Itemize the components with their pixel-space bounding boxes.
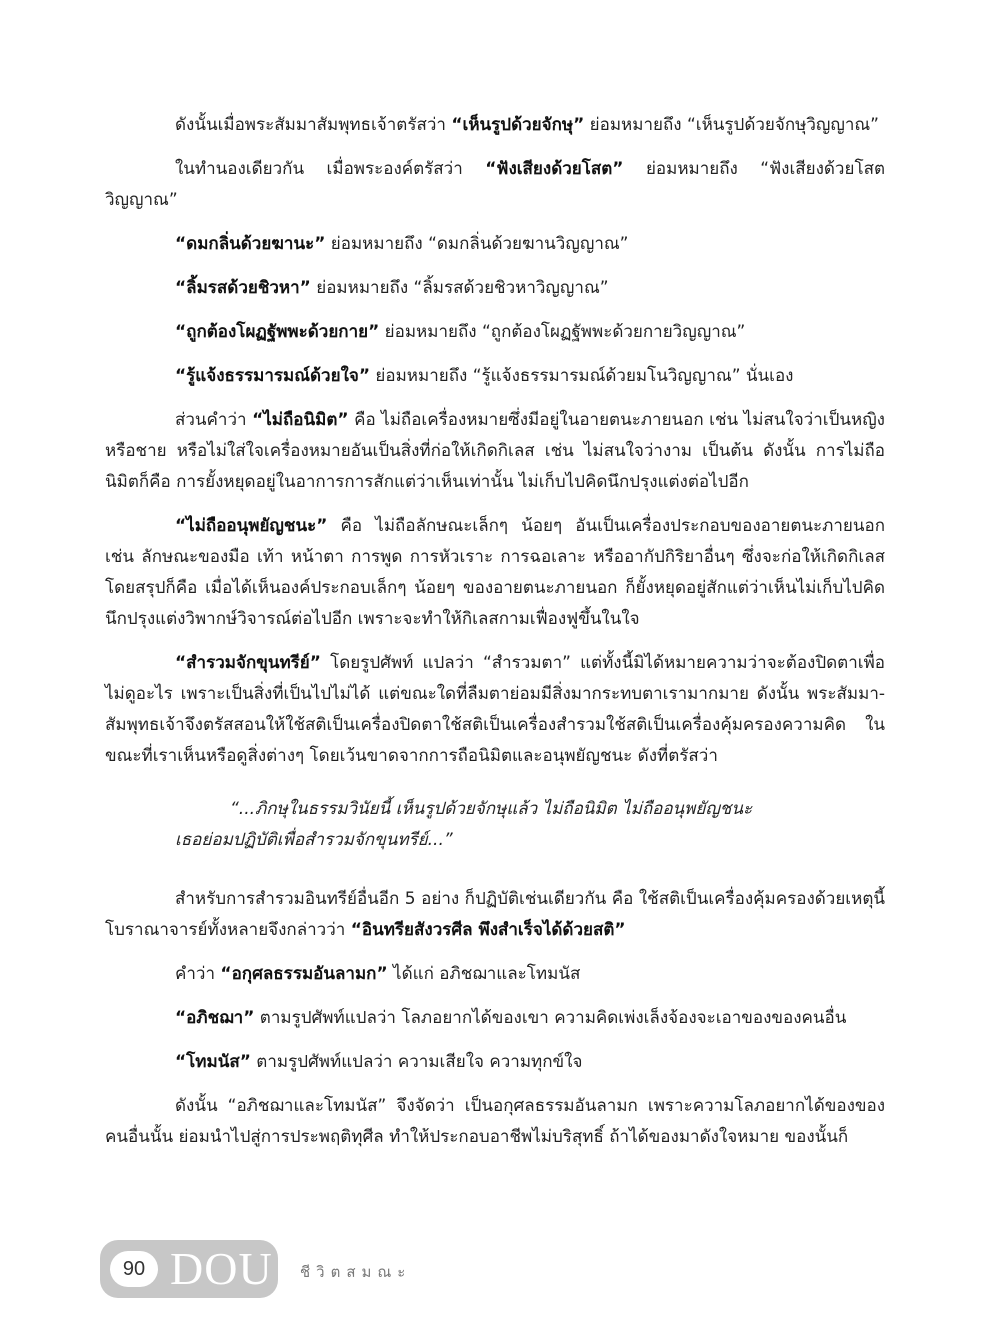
text-run: คำว่า <box>175 964 221 984</box>
quote-line-1: “...ภิกษุในธรรมวินัยนี้ เห็นรูปด้วยจักษุแล้ว ไม่ถือนิมิต ไม่ถืออนุพยัญชนะ <box>230 799 753 819</box>
text-run: ย่อมหมายถึง “ลิ้มรสด้วยชิวหาวิญญาณ” <box>310 278 609 298</box>
bold-term: “สำรวมจักขุนทรีย์” <box>175 653 321 673</box>
paragraph <box>105 959 885 990</box>
text-run: ดังนั้นเมื่อพระสัมมาสัมพุทธเจ้าตรัสว่า <box>175 115 452 135</box>
paragraphs-after-quote <box>105 884 885 1153</box>
paragraph <box>105 229 885 260</box>
bold-term: “ถูกต้องโผฏฐัพพะด้วยกาย” <box>175 322 380 342</box>
text-run: ตามรูปศัพท์แปลว่า โลภอยากได้ของเขา ความคิดเพ่งเล็งจ้องจะเอาของของคนอื่น <box>254 1008 847 1028</box>
paragraph <box>105 154 885 216</box>
bold-term: “ไม่ถือนิมิต” <box>252 410 349 430</box>
paragraph <box>105 884 885 946</box>
bold-term: “ฟังเสียงด้วยโสต” <box>485 159 624 179</box>
text-run: สำหรับการสำรวมอินทรีย์อื่นอีก 5 อย่าง ก็ปฏิบัติเช่นเดียวกัน คือ ใช้สติเป็นเครื่องคุ้มครองด้วยเหตุนี้โบราณาจารย์ทั้งหลายจึงกล่าวว่า <box>105 889 885 940</box>
bold-term: “ไม่ถืออนุพยัญชนะ” <box>175 516 328 536</box>
text-run: ย่อมหมายถึง “รู้แจ้งธรรมารมณ์ด้วยมโนวิญญาณ” นั่นเอง <box>370 366 794 386</box>
text-run: คือ ไม่ถือเครื่องหมายซึ่งมีอยู่ในอายตนะภายนอก เช่น ไม่สนใจว่าเป็นหญิงหรือชาย หรือไม่ใส่ใจเครื่องหมายอันเป็นสิ่งที่ก่อให้เกิดกิเลส เช่น ไม่สนใจว่างาม เป็นต้น ดังนั้น การไม่ถือนิมิตก็คือ การยั้งหยุดอยู่ในอาการการสักแต่ว่าเห็นเท่านั้น ไม่เก็บไปคิดนึกปรุงแต่งต่อไปอีก <box>105 410 885 492</box>
paragraph <box>105 1091 885 1153</box>
bold-term: “ดมกลิ่นด้วยฆานะ” <box>175 234 326 254</box>
paragraph <box>105 405 885 498</box>
brand-logo: DOU <box>170 1243 273 1294</box>
page-footer <box>100 1240 600 1300</box>
bold-term: “อภิชฌา” <box>175 1008 255 1028</box>
text-run: ย่อมหมายถึง “ฟังเสียงด้วยโสตวิญญาณ” <box>105 159 885 210</box>
folio-badge <box>100 1240 278 1298</box>
running-title: ชีวิตสมณะ <box>300 1263 412 1281</box>
paragraph <box>105 273 885 304</box>
bold-term: “โทมนัส” <box>175 1052 251 1072</box>
text-run: ย่อมหมายถึง “ดมกลิ่นด้วยฆานวิญญาณ” <box>325 234 629 254</box>
bold-term: “เห็นรูปด้วยจักษุ” <box>451 115 585 135</box>
page-number: 90 <box>110 1251 158 1287</box>
bold-term: “อินทรียสังวรศีล พึงสำเร็จได้ด้วยสติ” <box>350 920 626 940</box>
paragraph <box>105 511 885 635</box>
paragraph <box>105 648 885 772</box>
text-run: ส่วนคำว่า <box>175 410 253 430</box>
paragraph <box>105 1003 885 1034</box>
bold-term: “รู้แจ้งธรรมารมณ์ด้วยใจ” <box>175 366 371 386</box>
quote-line-2: เธอย่อมปฏิบัติเพื่อสำรวมจักขุนทรีย์...” <box>175 830 453 850</box>
text-run: ย่อมหมายถึง “ถูกต้องโผฏฐัพพะด้วยกายวิญญาณ” <box>379 322 746 342</box>
text-run: ตามรูปศัพท์แปลว่า ความเสียใจ ความทุกข์ใจ <box>250 1052 583 1072</box>
paragraph <box>105 110 885 141</box>
bold-term: “ลิ้มรสด้วยชิวหา” <box>175 278 311 298</box>
paragraphs-before-quote <box>105 110 885 772</box>
text-run: โดยรูปศัพท์ แปลว่า “สำรวมตา” แต่ทั้งนี้มิได้หมายความว่าจะต้องปิดตาเพื่อ ไม่ดูอะไร เพราะเป็นสิ่งที่เป็นไปไม่ได้ แต่ขณะใดที่ลืมตาย่อมมีสิ่งมากระทบตาเรามากมาย ดังนั้น พระสัมมา-สัมพุทธเจ้าจึงตรัสสอนให้ใช้สติเป็นเครื่องปิดตาใช้สติเป็นเครื่องสำรวมใช้สติเป็นเครื่องคุ้มครองความคิด ในขณะที่เราเห็นหรือดูสิ่งต่างๆ โดยเว้นขาดจากการถือนิมิตและอนุพยัญชนะ ดังที่ตรัสว่า <box>105 653 885 766</box>
paragraph <box>105 1047 885 1078</box>
bold-term: “อกุศลธรรมอันลามก” <box>220 964 388 984</box>
text-run: ได้แก่ อภิชฌาและโทมนัส <box>387 964 581 984</box>
text-run: คือ ไม่ถือลักษณะเล็กๆ น้อยๆ อันเป็นเครื่องประกอบของอายตนะภายนอก เช่น ลักษณะของมือ เท้า หน้าตา การพูด การหัวเราะ การฉอเลาะ หรืออากัปกิริยาอื่นๆ ซึ่งจะก่อให้เกิดกิเลส โดยสรุปก็คือ เมื่อได้เห็นองค์ประกอบเล็กๆ น้อยๆ ของอายตนะภายนอก ก็ยั้งหยุดอยู่สักแต่ว่าเห็นไม่เก็บไปคิดนึกปรุงแต่งวิพากษ์วิจารณ์ต่อไปอีก เพราะจะทำให้กิเลสกามเฟื่องฟูขึ้นในใจ <box>105 516 885 629</box>
page-body <box>105 110 885 1166</box>
text-run: ดังนั้น “อภิชฌาและโทมนัส” จึงจัดว่า เป็นอกุศลธรรมอันลามก เพราะความโลภอยากได้ของของคนอื่นนั้น ย่อมนำไปสู่การประพฤติทุศีล ทำให้ประกอบอาชีพไม่บริสุทธิ์ ถ้าได้ของมาดังใจหมาย ของนั้นก็ <box>105 1096 885 1147</box>
block-quote <box>105 794 885 856</box>
text-run: ในทำนองเดียวกัน เมื่อพระองค์ตรัสว่า <box>175 159 486 179</box>
text-run: ย่อมหมายถึง “เห็นรูปด้วยจักษุวิญญาณ” <box>584 115 879 135</box>
paragraph <box>105 317 885 348</box>
paragraph <box>105 361 885 392</box>
